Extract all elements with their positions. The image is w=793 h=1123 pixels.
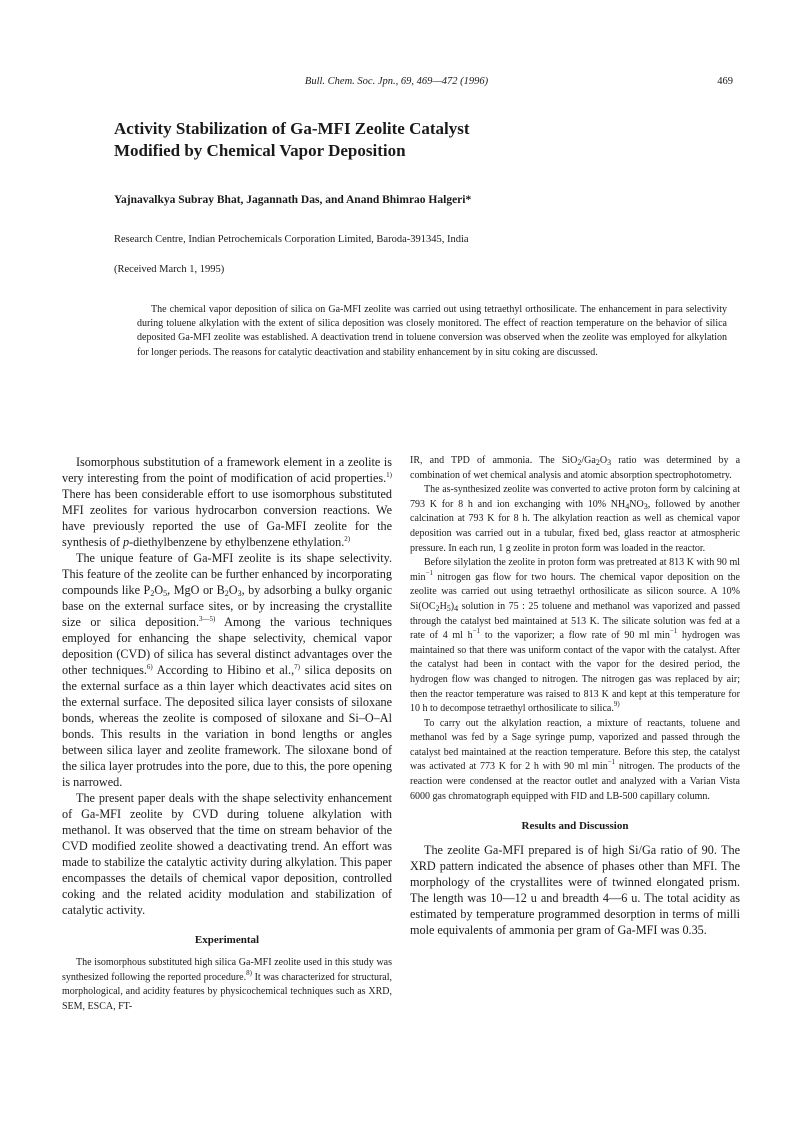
abstract: The chemical vapor deposition of silica on Ga-MFI zeolite was carried out using tetraethyl orthosilicate. The enhancement in para selectivity during toluene alkylation with the extent of silica deposition was closely monitored. The effect of reaction temperature on the behavior of silica deposited Ga-MFI zeolite was established. A deactivation trend in toluene conversion was observed when the zeolite was employed for alkylation for longer periods. The reasons for catalytic deactivation and stability enhancement by in situ coking are discussed.: [137, 304, 727, 358]
superscript: −1: [472, 627, 481, 636]
experimental-paragraph-3: [410, 556, 740, 717]
italic-text: p: [122, 535, 130, 549]
text-span: solution in 75 : 25 toluene and methanol was vaporized and passed through the catalyst bed maintained at 513 K. The silicate solution was fed at a rate of 4 ml h: [410, 600, 740, 642]
citation: 9): [613, 700, 620, 709]
superscript: −1: [425, 568, 434, 577]
text-span: silica deposits on the external surface as a thin layer which deactivates acid sites on the external surface. The deposited silica layer consists of siloxane bonds, whereas the zeolite is composed of siloxane and Si–O–Al bonds. This results in the variation in bond lengths or angles between silica layer and zeolite framework. The siloxane bond of the silica layer protrudes into the pore, due to this, the pore opening is narrowed.: [62, 663, 392, 789]
author-list: Yajnavalkya Subray Bhat, Jagannath Das, and Anand Bhimrao Halgeri*: [114, 194, 472, 206]
text-span: nitrogen. The products of the reaction were condensed at the reactor outlet and analyzed with a Varian Vista 6000 gas chromatograph equipped with FID and LB-500 capillary column.: [410, 761, 740, 802]
subscript: 4: [625, 501, 630, 511]
text-span: The isomorphous substituted high silica Ga-MFI zeolite used in this study was synthesized following the reported procedure.: [62, 957, 392, 983]
citation: 3—5): [199, 615, 216, 623]
section-heading-experimental: Experimental: [194, 934, 260, 946]
experimental-paragraph-2: [410, 483, 740, 556]
subscript: 3: [237, 589, 242, 598]
subscript: 5: [446, 603, 451, 613]
text-span: hydrogen was maintained so that there was uniform contact of the vapor with the catalyst. After the catalyst had been in contact with the vapor for the desired period, the hydrogen flow was changed to nitrogen. The nitrogen gas was replaced by air; then the reactor temperature was raised to 813 K and kept at this temperature for 10 h to decompose tetraethyl orthosilicate to silica.: [410, 630, 740, 715]
text-span: Isomorphous substitution of a framework element in a zeolite is very interesting from the point of modification of acid properties.: [62, 455, 392, 485]
text-span: According to Hibino et al.,: [152, 663, 295, 677]
intro-paragraph-2: [62, 550, 392, 790]
intro-paragraph-3: The present paper deals with the shape selectivity enhancement of Ga-MFI zeolite by CVD during toluene alkylation with methanol. It was observed that the time on stream behavior of the CVD modified zeolite showed a deactivating trend. An effort was made to stabilize the catalytic activity during alkylation. This paper encompasses the details of chemical vapor deposition, controlled coking and the related acidity modulation and stabilization of catalytic activity.: [62, 791, 392, 917]
subscript: 2: [150, 589, 155, 598]
text-span: to the vaporizer; a flow rate of 90 ml min: [480, 630, 670, 642]
affiliation: Research Centre, Indian Petrochemicals Corporation Limited, Baroda-391345, India: [114, 234, 469, 245]
text-span: /Ga: [581, 455, 596, 466]
text-span: H: [439, 600, 447, 612]
citation: 6): [146, 663, 153, 671]
subscript: 2: [435, 603, 440, 613]
experimental-paragraph-1-cont: [410, 454, 740, 483]
text-span: ): [450, 600, 455, 612]
text-span: There has been considerable effort to use isomorphous substituted MFI zeolites for various hydrocarbon conversion reactions. We have previously reported the use of Ga-MFI zeolite for the synthesis of: [62, 487, 392, 549]
running-head: Bull. Chem. Soc. Jpn., 69, 469—472 (1996): [304, 76, 489, 87]
subscript: 4: [454, 603, 459, 613]
received-date: (Received March 1, 1995): [114, 264, 225, 275]
text-span: O: [599, 455, 608, 466]
text-span: O: [228, 583, 238, 597]
title-line-1: Activity Stabilization of Ga-MFI Zeolite Catalyst: [114, 119, 470, 138]
subscript: 2: [224, 589, 229, 598]
text-span: , MgO or B: [167, 583, 225, 597]
section-heading-results: Results and Discussion: [521, 820, 629, 833]
paper-title: [114, 118, 674, 162]
citation: 2): [344, 535, 351, 543]
text-span: Among the various techniques employed for enhancing the shape selectivity, chemical vapor deposition (CVD) of silica has several distinct advantages over the other techniques.: [62, 615, 392, 677]
title-line-2: Modified by Chemical Vapor Deposition: [114, 141, 406, 160]
text-span: IR, and TPD of ammonia. The SiO: [410, 455, 578, 466]
text-span: -diethylbenzene by ethylbenzene ethylation.: [129, 535, 345, 549]
text-span: NO: [629, 498, 644, 510]
text-span: O: [154, 583, 164, 597]
text-span: The unique feature of Ga-MFI zeolite is its shape selectivity. This feature of the zeolite can be further enhanced by incorporating compounds like P: [62, 551, 392, 597]
left-column: [62, 454, 392, 1014]
superscript: −1: [669, 627, 678, 636]
page-number: 469: [717, 76, 733, 87]
experimental-paragraph-4: [410, 717, 740, 805]
text-span: nitrogen gas flow for two hours. The chemical vapor deposition on the zeolite was carried out using tetraethyl orthosilicate as silicon source. A 10% Si(OC: [410, 571, 740, 612]
text-span: ratio was determined by a combination of wet chemical analysis and atomic absorption spectrophotometry.: [410, 455, 741, 481]
subscript: 3: [643, 501, 648, 511]
text-span: The as-synthesized zeolite was converted to active proton form by calcining at 793 K for 8 h and ion exchanging with 10% NH: [410, 484, 740, 510]
subscript: 3: [607, 458, 612, 467]
subscript: 5: [163, 589, 168, 598]
citation: 8): [246, 968, 252, 977]
subscript: 2: [595, 458, 600, 467]
right-column: [410, 454, 740, 938]
subscript: 2: [577, 458, 582, 467]
intro-paragraph-1: [62, 454, 392, 550]
results-paragraph-1: The zeolite Ga-MFI prepared is of high Si/Ga ratio of 90. The XRD pattern indicated the absence of phases other than MFI. The morphology of the crystallites were of twinned elongated prism. The length was 10—12 u and breadth 4—6 u. The total acidity as estimated by temperature programmed desorption in terms of milli mole equivalents of ammonia per gram of Ga-MFI was 0.35.: [410, 843, 740, 938]
text-span: It was characterized for structural, morphological, and acidity features by physicochemical techniques such as XRD, SEM, ESCA, FT-: [62, 971, 392, 1012]
citation: 7): [294, 663, 300, 671]
text-span: , followed by another calcination at 793 K for 8 h. The alkylation reaction as well as chemical vapor deposition was carried out in a tubular, fixed bed, glass reactor at atmospheric pressure. In each run, 1 g zeolite in proton form was loaded in the reactor.: [410, 498, 740, 554]
text-span: Before silylation the zeolite in proton form was pretreated at 813 K with 90 ml min: [410, 557, 740, 583]
text-span: , by adsorbing a bulky organic base on the external surface sites, or by increasing the crystallite size or silica deposition.: [62, 583, 393, 629]
text-span: To carry out the alkylation reaction, a mixture of reactants, toluene and methanol was fed by a Sage syringe pump, vaporized and passed through the catalyst bed maintained at the reaction temperature. Before this step, the catalyst was activated at 773 K for 2 h with 90 ml min: [410, 717, 740, 773]
experimental-paragraph-1: [62, 956, 392, 1014]
superscript: −1: [607, 758, 616, 767]
citation: 1): [386, 471, 392, 479]
